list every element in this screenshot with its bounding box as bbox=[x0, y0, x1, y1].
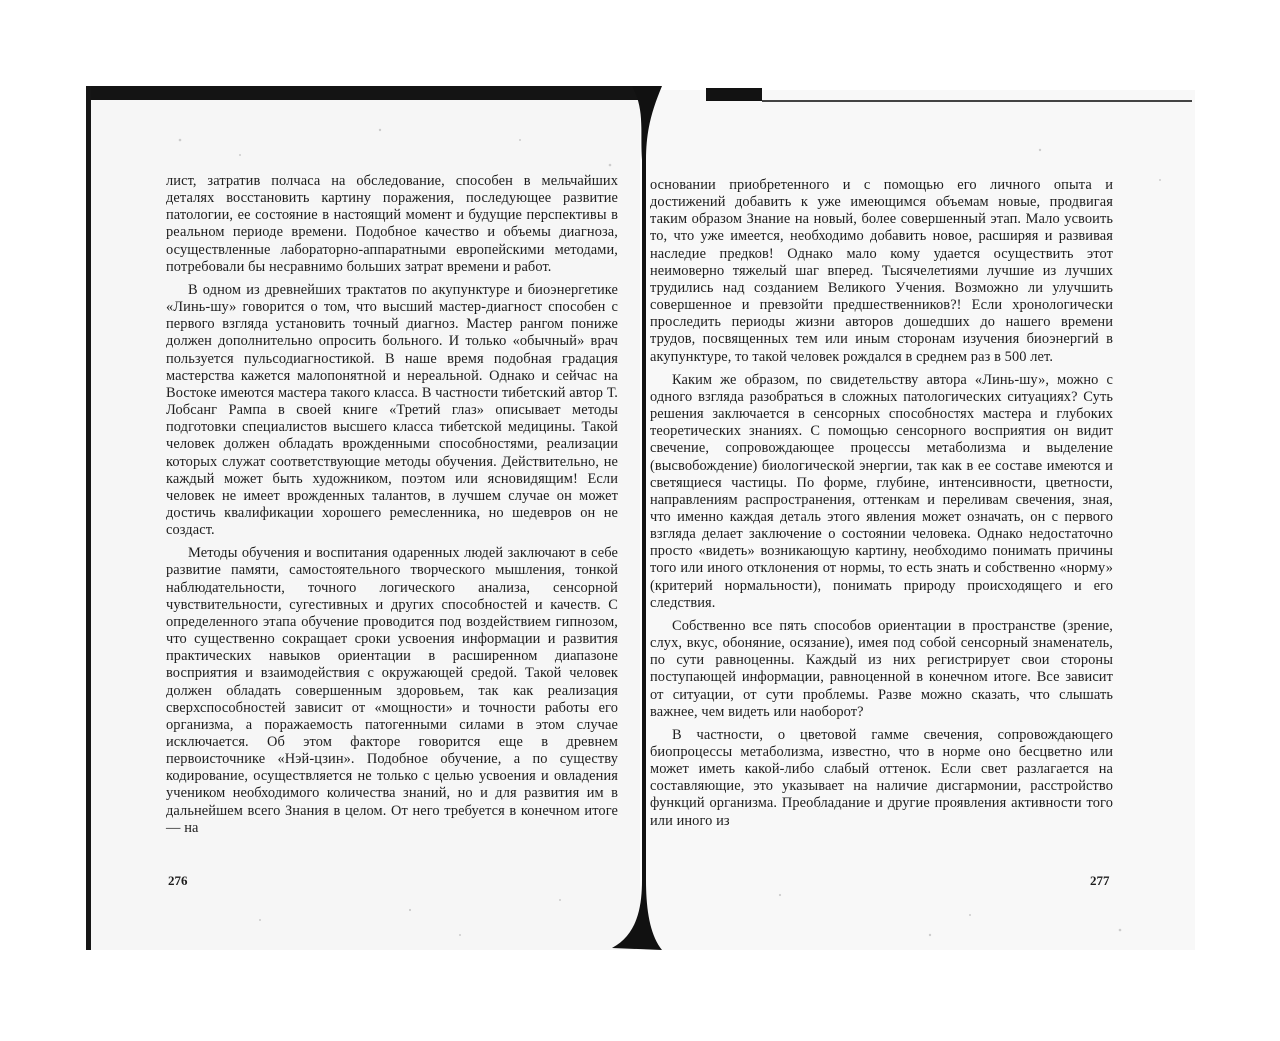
right-paragraph-3: Собственно все пять способов ориентации в пространстве (зрение, слух, вкус, обоняние, осязание), имея под собой сенсорный знаменатель, по сути равноценны. Каждый из них регистрирует свои стороны поступающей информации, равноценной в конечном итоге. Все зависит от ситуации, от сути проблемы. Разве можно сказать, что слышать важнее, чем видеть или наоборот? bbox=[650, 617, 1113, 720]
left-top-edge bbox=[86, 86, 642, 100]
left-paragraph-2: В одном из древнейших трактатов по акупунктуре и биоэнергетике «Линь-шу» говорится о том, что высший мастер-диагност способен с первого взгляда установить точный диагноз. Мастер рангом пониже должен дополнительно опросить больного. И только «обычный» врач пользуется пульсодиагностикой. В наше время подобная градация мастерства кажется малопонятной и нереальной. Однако и сейчас на Востоке имеются мастера такого класса. В частности тибетский автор Т. Лобсанг Рампа в своей книге «Третий глаз» описывает методы подготовки специалистов высшего класса тибетской медицины. Такой человек должен обладать врожденными способностями, реализации которых служат соответствующие методы обучения. Действительно, не каждый может быть художником, поэтом или ясновидящим! Если человек не имеет врожденных талантов, в лучшем случае он может достичь квалификации хорошего ремесленника, но шедевров он не создаст. bbox=[166, 281, 618, 539]
page-number-right: 277 bbox=[1090, 873, 1110, 888]
right-paragraph-4: В частности, о цветовой гамме свечения, сопровождающего биопроцессы метаболизма, известно, что в норме оно бесцветно или может иметь какой-либо слабый оттенок. Если свет разлагается на составляющие, это указывает на наличие дисгармонии, расстройство функций организма. Преобладание и другие проявления активности того или иного из bbox=[650, 726, 1113, 829]
left-page-text bbox=[166, 173, 618, 843]
right-page-text bbox=[650, 177, 1113, 836]
left-side-edge bbox=[86, 86, 91, 950]
page-number-left: 276 bbox=[168, 873, 188, 888]
right-top-line bbox=[762, 100, 1192, 102]
left-paragraph-1: лист, затратив полчаса на обследование, способен в мельчайших деталях восстановить картину поражения, последующее развитие патологии, ее состояние в настоящий момент и будущие перспективы в реальном периоде времени. Подобное качество и объемы диагноза, осуществленные лабораторно-аппаратными европейскими методами, потребовали бы несравнимо больших затрат времени и работ. bbox=[166, 173, 618, 275]
left-paragraph-3: Методы обучения и воспитания одаренных людей заключают в себе развитие памяти, самостоятельного творческого мышления, тонкой наблюдательности, точного логического анализа, сенсорной чувствительности, сугестивных и других способностей и качеств. С определенного этапа обучение проводится под воздействием гипнозом, что существенно сокращает сроки усвоения информации и развития практических навыков ориентации в расширенном диапазоне восприятия и взаимодействия с окружающей средой. Такой человек должен обладать совершенным здоровьем, так как реализация сверхспособностей зависит от «мощности» и точности работы его организма, а поражаемость патогенными силами в этом случае исключается. Об этом факторе говорится еще в древнем первоисточнике «Нэй-цзин». Подобное обучение, а по существу кодирование, осуществляется не только с целью усвоения и овладения учеником необходимого количества знаний, но и для развития им в дальнейшем всего Знания в целом. От него требуется в конечном итоге — на bbox=[166, 545, 618, 836]
right-paragraph-1: основании приобретенного и с помощью его личного опыта и достижений добавить к уже имеющимся объемам новые, продвигая таким образом Знание на новый, более совершенный этап. Мало усвоить то, что уже имеется, необходимо добавить новое, расширяя и развивая наследие предков! Однако мало кому удается осуществить этот неимоверно тяжелый шаг вперед. Тысячелетиями лучшие из лучших трудились над созданием Великого Учения. Возможно ли улучшить совершенное и превзойти предшественников?! Если хронологически проследить периоды жизни авторов дошедших до нашего времени трудов, посвященных тем или иным сторонам изучения биоэнергий в акупунктуре, то такой человек рождался в среднем раз в 500 лет. bbox=[650, 177, 1113, 365]
right-top-mark bbox=[706, 88, 762, 101]
right-paragraph-2: Каким же образом, по свидетельству автора «Линь-шу», можно с одного взгляда разобраться в сложных патологических ситуациях? Суть решения заключается в сенсорных способностях мастера и глубоких теоретических знаниях. С помощью сенсорного восприятия он видит свечение, сопровождающее процессы метаболизма и выделение (высвобождение) биологической энергии, так как в ее составе имеются и светящиеся частицы. По форме, глубине, интенсивности, цветности, направлениям распространения, оттенкам и переливам свечения, зная, что именно каждая деталь этого явления может означать, он с первого взгляда делает заключение о состоянии человека. Однако недостаточно просто «видеть» возникающую картину, необходимо понимать причины того или иного отклонения от нормы, то есть знать и собственно «норму» (критерий нормальности), понимать природу происходящего и его следствия. bbox=[650, 371, 1113, 611]
